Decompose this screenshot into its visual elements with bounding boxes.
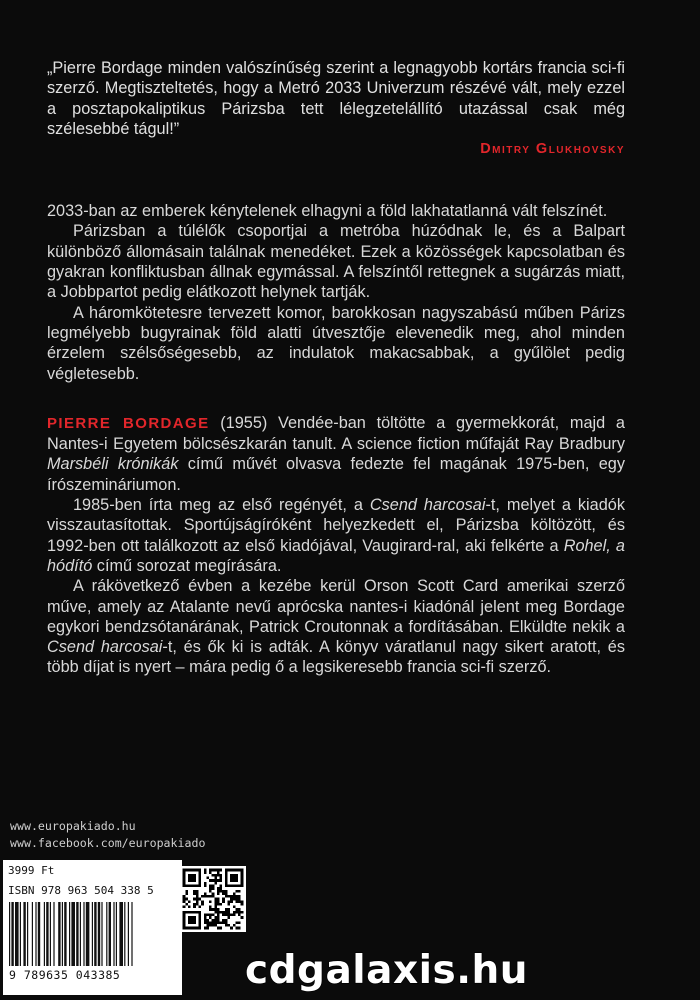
synopsis-paragraph: Párizsban a túlélők csoportjai a metróba húzódnak le, és a Balpart különböző állomásain találnak menedéket. Ezek a közösségek kapcsolatban és gyakran konfliktusban állnak egymással. A felszíntől rettegnek a sugárzás miatt, a Jobbpartot pedig elátkozott helynek tartják.	[47, 222, 625, 302]
bio-text: (1955) Vendée-ban töltötte a gyermekkorát, majd a Nantes-i Egyetem bölcsészkarán tanult. A science fiction műfaját Ray Bradbury	[47, 413, 625, 454]
barcode-digits: 9 789635 043385	[9, 968, 121, 982]
isbn-label: ISBN 978 963 504 338 5	[8, 884, 154, 897]
barcode-icon	[9, 902, 177, 966]
book-title: Marsbéli krónikák	[47, 455, 179, 474]
bio-text: A rákövetkező évben a kezébe kerül Orson Scott Card amerikai szerző műve, amely az Atalante nevű aprócska nantes-i kiadónál jelent meg Bordage egykori bendzsótanárának, Patrick Croutonnak a fordításában. Elküldte nekik a	[47, 577, 625, 636]
price-label: 3999 Ft	[8, 864, 55, 877]
bio-text: -t, melyet a kiadók visszautasítottak. Sportújságíróként helyezkedett el, Párizsba költözött, és 1992-ben ott találkozott az első kiadójával, Vaugirard-ral, aki felkérte a	[47, 496, 625, 555]
synopsis-paragraph: 2033-ban az emberek kénytelenek elhagyni a föld lakhatatlanná vált felszínét.	[47, 202, 608, 221]
synopsis-paragraph: A háromkötetesre tervezett komor, barokkosan nagyszabású műben Párizs legmélyebb bugyrainak föld alatti útvesztője elevenedik meg, ahol minden érzelem szélsőségesebb, az indulatok makacsabbak, a gyűlölet pedig végletesebb.	[47, 303, 625, 383]
bio-paragraph	[47, 576, 625, 677]
watermark: cdgalaxis.hu	[245, 948, 529, 993]
author-name: PIERRE BORDAGE	[47, 414, 210, 432]
bio-text: című sorozat megírására.	[92, 556, 282, 575]
quote-author: Dmitry Glukhovsky	[480, 141, 625, 158]
bio-paragraph	[47, 495, 625, 576]
cover-text	[47, 58, 625, 678]
bio-text: -t, és ők ki is adták. A könyv váratlanul nagy sikert aratott, és több díjat is nyert – mára pedig ő a legsikeresebb francia sci-fi szerző.	[47, 638, 625, 677]
publisher-links	[10, 818, 205, 852]
price-barcode-box	[3, 860, 182, 995]
blurb-quote: „Pierre Bordage minden valószínűség szerint a legnagyobb kortárs francia sci-fi szerző. Megtiszteltetés, hogy a Metró 2033 Univerzum részévé vált, mely ezzel a posztapokaliptikus Párizsba tett lélegzetelállító utazással csak még szélesebbé tágul!”	[47, 59, 625, 138]
synopsis	[47, 201, 625, 384]
facebook-link[interactable]: www.facebook.com/europakiado	[10, 836, 206, 850]
website-link[interactable]: www.europakiado.hu	[10, 819, 136, 833]
qr-code-icon[interactable]	[180, 866, 246, 932]
book-title: Csend harcosai	[369, 496, 486, 515]
book-title: Csend harcosai	[47, 638, 163, 657]
bio-text: című művét olvasva fedezte fel magának 1975-ben, egy írószemináriumon.	[47, 455, 625, 494]
bio-text: 1985-ben írta meg az első regényét, a	[73, 496, 370, 515]
author-bio	[47, 413, 625, 678]
bio-paragraph	[47, 413, 625, 495]
book-title: Rohel, a hódító	[47, 536, 625, 575]
